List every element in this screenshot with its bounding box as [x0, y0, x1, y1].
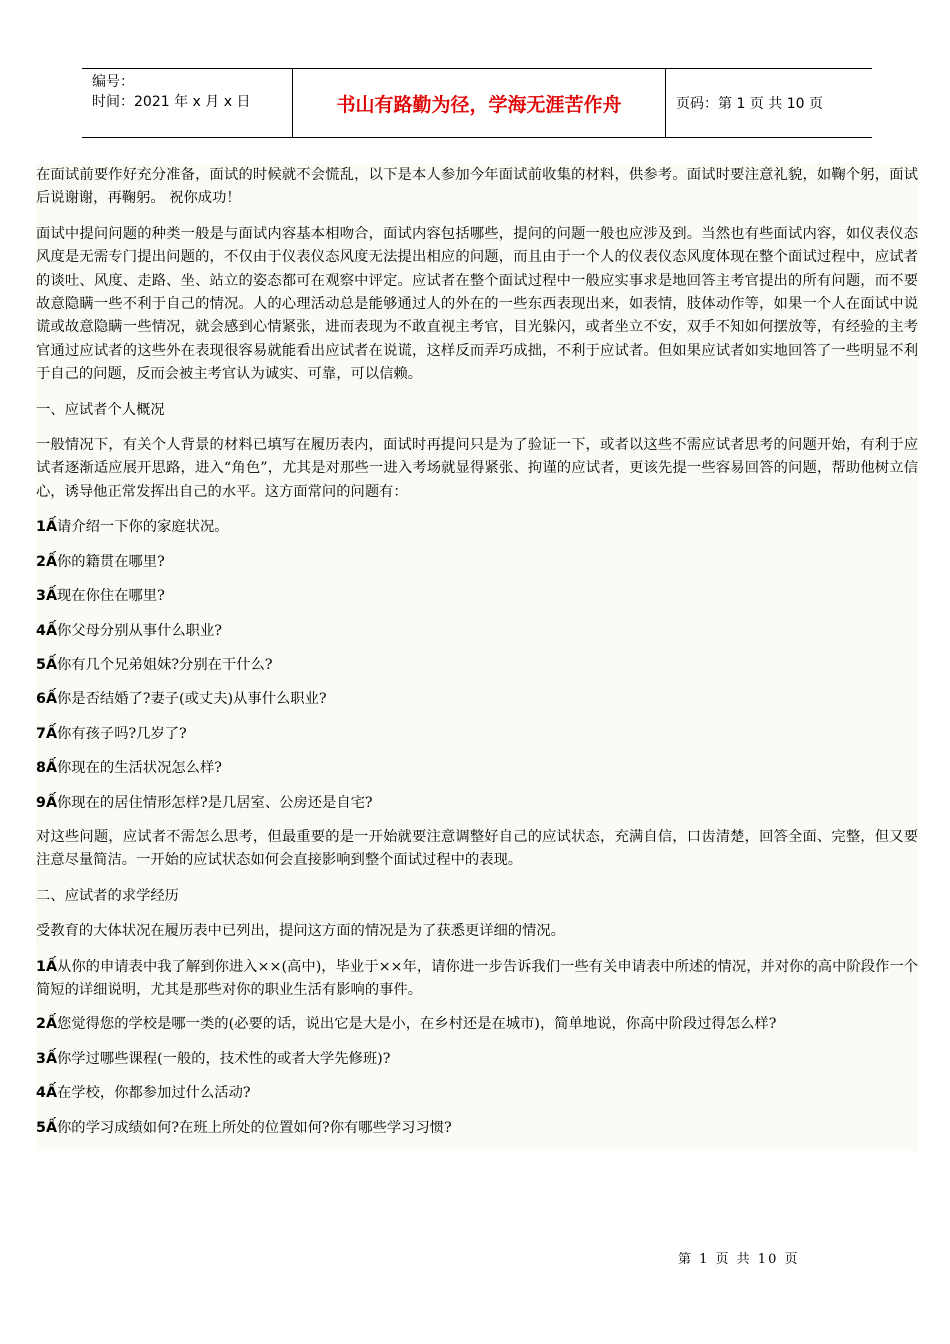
question-number: 7Ấ	[36, 725, 58, 742]
question-text: 现在你住在哪里?	[57, 588, 165, 605]
question-number: 2Ấ	[36, 553, 58, 570]
document-number-label: 编号：	[92, 74, 134, 90]
question-item	[36, 585, 918, 608]
question-number: 3Ấ	[36, 588, 58, 605]
question-item	[36, 1082, 918, 1105]
question-number: 5Ấ	[36, 656, 58, 673]
question-text: 你现在的生活状况怎么样?	[57, 760, 222, 777]
question-item	[36, 1117, 918, 1140]
question-item	[36, 1013, 918, 1036]
question-text: 您觉得您的学校是哪一类的(必要的话，说出它是大是小，在乡村还是在城市)，简单地说，你高中阶段过得怎么样?	[57, 1016, 777, 1033]
question-number: 2Ấ	[36, 1016, 58, 1033]
question-item	[36, 723, 918, 746]
question-number: 1Ấ	[36, 958, 58, 975]
question-number: 9Ấ	[36, 794, 58, 811]
header-motto: 书山有路勤为径，学海无涯苦作舟	[293, 69, 666, 137]
question-text: 请介绍一下你的家庭状况。	[57, 519, 229, 536]
question-text: 你是否结婚了?妻子(或丈夫)从事什么职业?	[57, 691, 327, 708]
intro-paragraph: 在面试前要作好充分准备，面试的时候就不会慌乱，以下是本人参加今年面试前收集的材料，供参考。面试时要注意礼貌，如鞠个躬，面试后说谢谢，再鞠躬。 祝你成功！	[36, 167, 918, 207]
question-number: 4Ấ	[36, 622, 58, 639]
body-paragraph: 受教育的大体状况在履历表中已列出，提问这方面的情况是为了获悉更详细的情况。	[36, 923, 565, 940]
header-table	[82, 68, 872, 138]
question-text: 你父母分别从事什么职业?	[57, 622, 222, 639]
question-item	[36, 620, 918, 643]
question-number: 8Ấ	[36, 760, 58, 777]
question-number: 3Ấ	[36, 1050, 58, 1067]
question-item	[36, 1048, 918, 1071]
page-footer: 第 1 页 共 10 页	[678, 1252, 800, 1267]
body-paragraph: 一般情况下，有关个人背景的材料已填写在履历表内，面试时再提问只是为了验证一下，或者以这些不需应试者思考的问题开始，有利于应试者逐渐适应展开思路，进入“角色”，尤其是对那些一进入考场就显得紧张、拘谨的应试者，更该先提一些容易回答的问题，帮助他树立信心，诱导他正常发挥出自己的水平。这方面常问的问题有：	[36, 437, 918, 500]
section-heading: 一、应试者个人概况	[36, 401, 165, 418]
question-item	[36, 688, 918, 711]
question-text: 你现在的居住情形怎样?是几居室、公房还是自宅?	[57, 794, 373, 811]
question-number: 5Ấ	[36, 1119, 58, 1136]
document-body	[36, 164, 918, 1151]
section-heading: 二、应试者的求学经历	[36, 887, 179, 904]
question-text: 你有几个兄弟姐妹?分别在干什么?	[57, 656, 273, 673]
question-text: 你有孩子吗?几岁了?	[57, 725, 187, 742]
question-number: 1Ấ	[36, 519, 58, 536]
document-date: 时间：2021 年 x 月 x 日	[92, 94, 251, 110]
question-item	[36, 516, 918, 539]
question-text: 从你的申请表中我了解到你进入××(高中)，毕业于××年，请你进一步告诉我们一些有关申请表中所述的情况，并对你的高中阶段作一个简短的详细说明，尤其是那些对你的职业生活有影响的事件。	[36, 958, 918, 998]
header-page-info: 页码：第 1 页 共 10 页	[676, 96, 823, 112]
question-text: 你的学习成绩如何?在班上所处的位置如何?你有哪些学习习惯?	[57, 1119, 452, 1136]
question-number: 4Ấ	[36, 1085, 58, 1102]
question-item	[36, 757, 918, 780]
question-text: 你学过哪些课程(一般的，技术性的或者大学先修班)?	[57, 1050, 391, 1067]
question-number: 6Ấ	[36, 691, 58, 708]
body-paragraph: 对这些问题，应试者不需怎么思考，但最重要的是一开始就要注意调整好自己的应试状态，充满自信，口齿清楚，回答全面、完整，但又要注意尽量简洁。一开始的应试状态如何会直接影响到整个面试过程中的表现。	[36, 828, 918, 869]
body-paragraph: 面试中提问问题的种类一般是与面试内容基本相吻合，面试内容包括哪些，提问的问题一般也应涉及到。当然也有些面试内容，如仪表仪态风度是无需专门提出问题的，不仅由于仪表仪态风度无法提出相应的问题，而且由于一个人的仪表仪态风度体现在整个面试过程中，应试者的谈吐、风度、走路、坐、站立的姿态都可在观察中评定。应试者在整个面试过程中一般应实事求是地回答主考官提出的所有问题，而不要故意隐瞒一些不利于自己的情况。人的心理活动总是能够通过人的外在的一些东西表现出来，如表情，肢体动作等，如果一个人在面试中说谎或故意隐瞒一些情况，就会感到心情紧张，进而表现为不敢直视主考官，目光躲闪，或者坐立不安，双手不知如何摆放等，有经验的主考官通过应试者的这些外在表现很容易就能看出应试者在说谎，这样反而弄巧成拙，不利于应试者。但如果应试者如实地回答了一些明显不利于自己的问题，反而会被主考官认为诚实、可靠，可以信赖。	[36, 225, 918, 383]
question-item	[36, 654, 918, 677]
question-text: 你的籍贯在哪里?	[57, 553, 165, 570]
question-item	[36, 551, 918, 574]
header-meta-cell	[82, 69, 293, 137]
question-text: 在学校，你都参加过什么活动?	[57, 1085, 251, 1102]
question-item	[36, 792, 918, 815]
question-item	[36, 956, 918, 1003]
